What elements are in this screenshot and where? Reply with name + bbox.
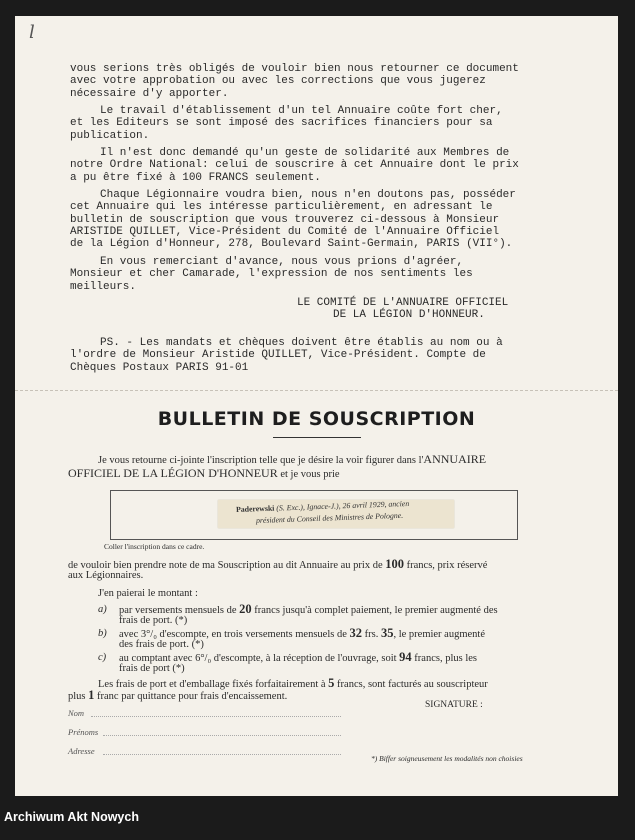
paragraph-2: Le travail d'établissement d'un tel Annuaire coûte fort cher, et les Editeurs se sont imposé des sacrifices financiers pour sa publication. (70, 105, 503, 142)
field-adresse-label: Adresse (68, 746, 95, 756)
inscription-clipping (218, 500, 454, 528)
footnote: *) Biffer soigneusement les modalités non choisies (371, 754, 523, 763)
clipping-line-1: Paderewski (S. Exc.), Ignace-J.), 26 avril 1929, ancien (235, 498, 410, 514)
bulletin-intro-line-1: Je vous retourne ci-jointe l'inscription telle que je désire la voir figurer dans l'ANNUAIRE (98, 452, 487, 466)
paragraph-4: Chaque Légionnaire voudra bien, nous n'en doutons pas, posséder cet Annuaire qui les intéresse particulièrement, en adressant le bulletin de souscription que vous trouverez ci-dessous à Monsieur ARISTIDE QUILLET, Vice-Président du Comité de l'Annuaire Officiel de la Légion d'Honneur, 278, Boulevard Saint-Germain, PARIS (VII°). (70, 189, 516, 251)
signature-label: SIGNATURE : (425, 700, 483, 710)
option-a-letter: a) (98, 604, 107, 615)
letter-signature: LE COMITÉ DE L'ANNUAIRE OFFICIEL DE LA LÉGION D'HONNEUR. (297, 297, 509, 322)
handwritten-mark: l (29, 22, 35, 43)
request-line-1: de vouloir bien prendre note de ma Souscription au dit Annuaire au prix de 100 francs, prix réservé (68, 557, 488, 571)
postscript: PS. - Les mandats et chèques doivent être établis au nom ou à l'ordre de Monsieur Aristide QUILLET, Vice-Président. Compte de Chèques Postaux PARIS 91-01 (70, 337, 503, 374)
frame-caption: Coller l'inscription dans ce cadre. (104, 542, 205, 551)
field-nom-label: Nom (68, 708, 85, 718)
option-a-line-1: par versements mensuels de 20 francs jusqu'à complet paiement, le premier augmenté des (119, 602, 498, 616)
fold-line (15, 390, 618, 391)
field-prenoms-line[interactable] (103, 735, 341, 736)
paragraph-3: Il n'est donc demandé qu'un geste de solidarité aux Membres de notre Ordre National: celui de souscrire à cet Annuaire dont le prix a pu être fixé à 100 FRANCS seulement. (70, 147, 519, 184)
pay-intro: J'en paierai le montant : (98, 588, 198, 599)
option-b-line-2: des frais de port. (*) (119, 639, 204, 650)
option-b-letter: b) (98, 628, 107, 639)
option-c-line-2: frais de port (*) (119, 663, 185, 674)
option-a-line-2: frais de port. (*) (119, 615, 188, 626)
document-page (15, 16, 618, 796)
fees-line-1: Les frais de port et d'emballage fixés forfaitairement à 5 francs, sont facturés au souscripteur (98, 676, 488, 690)
option-c-line-1: au comptant avec 6°/₀ d'escompte, à la réception de l'ouvrage, soit 94 francs, plus les (119, 650, 477, 664)
field-prenoms-label: Prénoms (68, 727, 99, 737)
paragraph-5: En vous remerciant d'avance, nous vous prions d'agréer, Monsieur et cher Camarade, l'expression de nos sentiments les meilleurs. (70, 256, 473, 293)
title-underline (273, 437, 361, 438)
bulletin-title: BULLETIN DE SOUSCRIPTION (157, 408, 476, 430)
field-nom-line[interactable] (91, 716, 341, 717)
letter-text (15, 16, 618, 386)
archive-caption: Archiwum Akt Nowych (4, 810, 139, 824)
field-adresse-line[interactable] (103, 754, 341, 755)
option-c-letter: c) (98, 652, 107, 663)
paragraph-1: vous serions très obligés de vouloir bien nous retourner ce document avec votre approbation ou avec les corrections que vous jugerez nécessaire d'y apporter. (70, 63, 519, 100)
fees-line-2: plus 1 franc par quittance pour frais d'encaissement. (68, 688, 288, 702)
request-line-2: aux Légionnaires. (68, 570, 144, 581)
bulletin-intro-line-2: OFFICIEL DE LA LÉGION D'HONNEUR et je vous prie (68, 466, 340, 480)
option-b-line-1: avec 3°/₀ d'escompte, en trois versements mensuels de 32 frs. 35, le premier augmenté (119, 626, 485, 640)
clipping-line-2: président du Conseil des Ministres de Pologne. (255, 510, 404, 525)
